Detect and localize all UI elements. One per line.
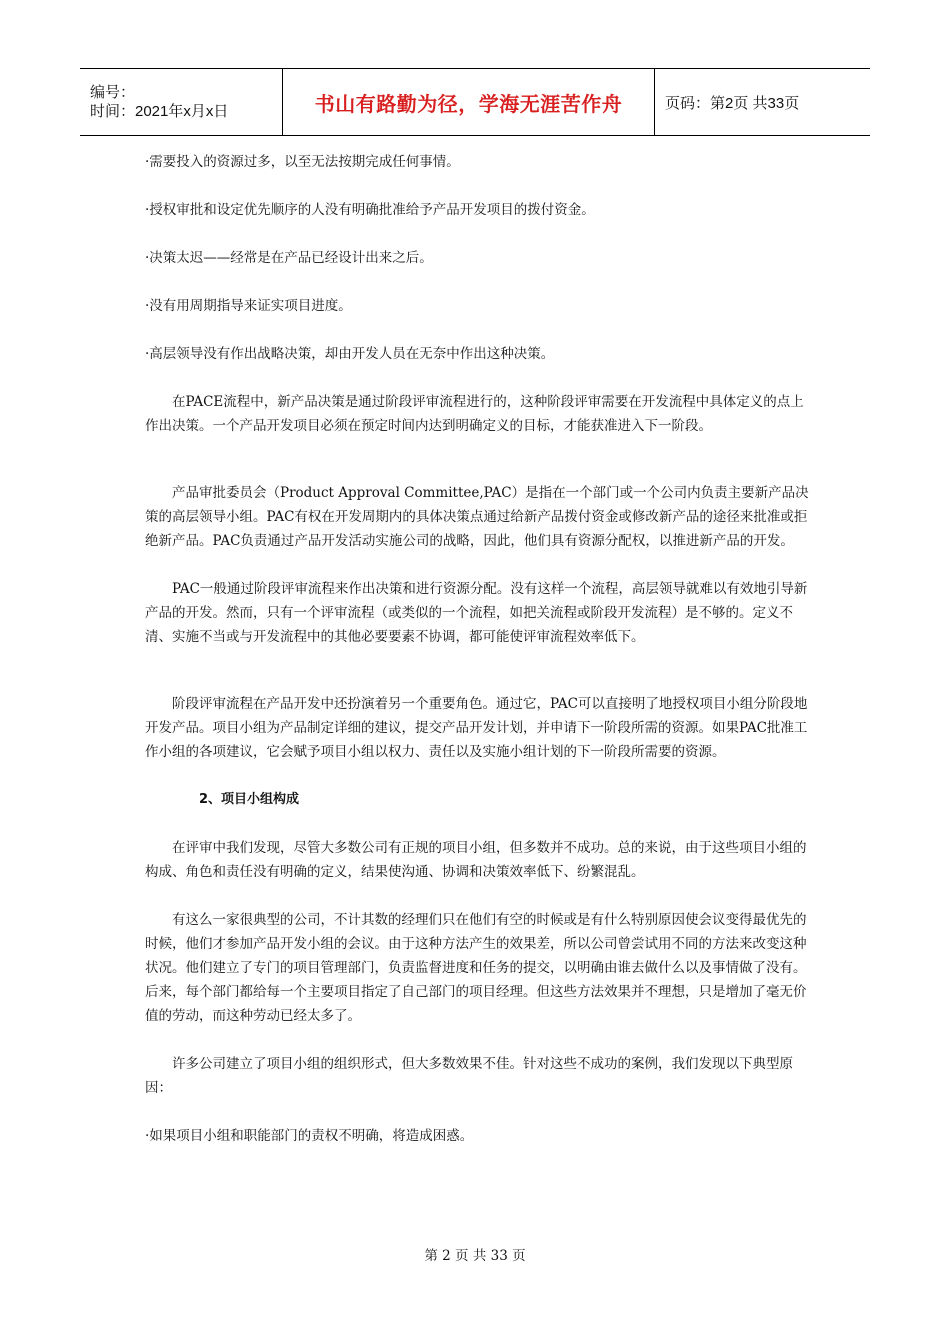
- header-meta: [80, 69, 282, 135]
- section-heading: 2、项目小组构成: [199, 792, 300, 807]
- header-page-info: 页码：第2页 共33页: [665, 94, 800, 112]
- body-paragraph: 许多公司建立了项目小组的组织形式，但大多数效果不佳。针对这些不成功的案例，我们发现以下典型原因：: [145, 1056, 793, 1096]
- bullet-item: ·如果项目小组和职能部门的责权不明确，将造成困惑。: [145, 1128, 474, 1144]
- bullet-item: ·没有用周期指导来证实项目进度。: [145, 298, 352, 314]
- header-motto-cell: [282, 69, 655, 135]
- bullet-item: ·高层领导没有作出战略决策，却由开发人员在无奈中作出这种决策。: [145, 346, 555, 362]
- page-header: [80, 68, 870, 136]
- footer-page-number: 第 2 页 共 33 页: [424, 1248, 526, 1264]
- body-paragraph: PAC一般通过阶段评审流程来作出决策和进行资源分配。没有这样一个流程，高层领导就难以有效地引导新产品的开发。然而，只有一个评审流程（或类似的一个流程，如把关流程或阶段开发流程）是不够的。定义不清、实施不当或与开发流程中的其他必要要素不协调，都可能使评审流程效率低下。: [145, 581, 808, 645]
- document-number-label: 编号：: [90, 84, 136, 101]
- document-body: [145, 150, 810, 1172]
- body-paragraph: 在评审中我们发现，尽管大多数公司有正规的项目小组，但多数并不成功。总的来说，由于这些项目小组的构成、角色和责任没有明确的定义，结果使沟通、协调和决策效率低下、纷繁混乱。: [145, 840, 807, 880]
- body-paragraph: 阶段评审流程在产品开发中还扮演着另一个重要角色。通过它，PAC可以直接明了地授权项目小组分阶段地开发产品。项目小组为产品制定详细的建议，提交产品开发计划，并申请下一阶段所需的资源。如果PAC批准工作小组的各项建议，它会赋予项目小组以权力、责任以及实施小组计划的下一阶段所需要的资源。: [145, 696, 808, 760]
- header-page-info-cell: [655, 69, 870, 135]
- body-paragraph: 产品审批委员会（Product Approval Committee,PAC）是指在一个部门或一个公司内负责主要新产品决策的高层领导小组。PAC有权在开发周期内的具体决策点通过给新产品拨付资金或修改新产品的途径来批准或拒绝新产品。PAC负责通过产品开发活动实施公司的战略，因此，他们具有资源分配权，以推进新产品的开发。: [145, 485, 809, 549]
- body-paragraph: 有这么一家很典型的公司，不计其数的经理们只在他们有空的时候或是有什么特别原因使会议变得最优先的时候，他们才参加产品开发小组的会议。由于这种方法产生的效果差，所以公司曾尝试用不同的方法来改变这种状况。他们建立了专门的项目管理部门，负责监督进度和任务的提交，以明确由谁去做什么以及事情做了没有。后来，每个部门都给每一个主要项目指定了自己部门的项目经理。但这些方法效果并不理想，只是增加了毫无价值的劳动，而这种劳动已经太多了。: [145, 912, 807, 1024]
- bullet-item: ·决策太迟——经常是在产品已经设计出来之后。: [145, 250, 433, 266]
- body-paragraph: 在PACE流程中，新产品决策是通过阶段评审流程进行的，这种阶段评审需要在开发流程中具体定义的点上作出决策。一个产品开发项目必须在预定时间内达到明确定义的目标，才能获准进入下一阶段。: [145, 394, 804, 434]
- header-motto: 书山有路勤为径，学海无涯苦作舟: [314, 91, 623, 116]
- page-footer: [0, 1244, 950, 1264]
- document-date: 时间：2021年x月x日: [90, 103, 229, 120]
- bullet-item: ·授权审批和设定优先顺序的人没有明确批准给予产品开发项目的拨付资金。: [145, 202, 595, 218]
- bullet-item: ·需要投入的资源过多，以至无法按期完成任何事情。: [145, 154, 460, 170]
